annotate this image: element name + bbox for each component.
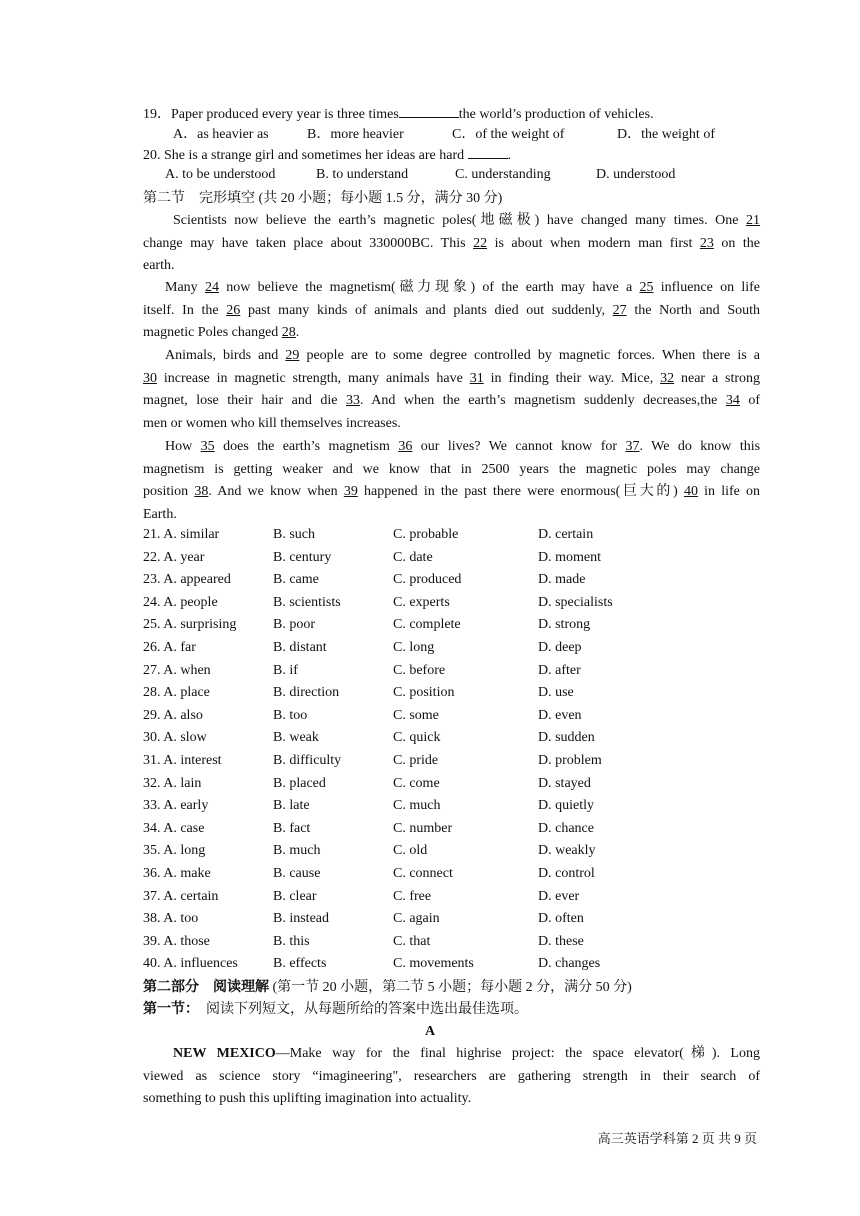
option-b: B. instead bbox=[273, 911, 329, 927]
option-row bbox=[143, 889, 760, 909]
option-b: B. distant bbox=[273, 640, 327, 655]
option-a: 39. A. those bbox=[143, 933, 210, 949]
option-c: C. that bbox=[393, 933, 431, 949]
option-a: 29. A. also bbox=[143, 707, 203, 723]
q19-option-c: C．of the weight of bbox=[452, 127, 565, 142]
option-a: 31. A. interest bbox=[143, 753, 222, 768]
option-a: 35. A. long bbox=[143, 843, 206, 859]
option-b: B. fact bbox=[273, 820, 311, 836]
section-2-title: 第二节 完形填空 (共 20 小题；每小题 1.5 分，满分 30 分) bbox=[143, 191, 503, 206]
option-row bbox=[143, 663, 760, 683]
option-d: D. stayed bbox=[538, 775, 591, 791]
section-1-instructions bbox=[143, 1001, 528, 1019]
q19-stem-part1: 19．Paper produced every year is three times bbox=[143, 107, 399, 122]
option-b: B. scientists bbox=[273, 594, 341, 610]
option-b: B. century bbox=[273, 549, 332, 565]
option-c: C. free bbox=[393, 888, 432, 904]
option-b: B. placed bbox=[273, 775, 326, 791]
option-d: D. often bbox=[538, 911, 584, 927]
passage-a-lead: NEW MEXICO bbox=[173, 1046, 276, 1061]
option-b: B. such bbox=[273, 527, 315, 542]
reading-passage-a: NEW MEXICO—Make way for the final highrise project: the space elevator(梯). Long viewed as science story “imagineering", researchers are gathering strength in their search of something to push this uplifting imagination into actuality. bbox=[143, 1046, 760, 1106]
option-row bbox=[143, 708, 760, 728]
option-d: D. weakly bbox=[538, 843, 596, 859]
option-d: D. quietly bbox=[538, 798, 594, 814]
option-b: B. effects bbox=[273, 956, 327, 972]
option-d: D. these bbox=[538, 933, 584, 949]
option-b: B. poor bbox=[273, 617, 315, 633]
option-d: D. strong bbox=[538, 617, 591, 633]
q19-option-b: B．more heavier bbox=[307, 127, 404, 142]
passage-a-label: A bbox=[424, 1024, 436, 1039]
option-a: 22. A. year bbox=[143, 549, 205, 565]
option-c: C. again bbox=[393, 911, 440, 927]
option-row bbox=[143, 550, 760, 570]
option-b: B. direction bbox=[273, 685, 340, 701]
option-d: D. use bbox=[538, 685, 574, 701]
option-d: D. certain bbox=[538, 527, 594, 542]
option-a: 37. A. certain bbox=[143, 888, 219, 904]
option-a: 38. A. too bbox=[143, 911, 199, 927]
option-row bbox=[143, 753, 760, 773]
q20-option-d: D. understood bbox=[596, 167, 676, 182]
option-c: C. produced bbox=[393, 572, 462, 588]
option-d: D. even bbox=[538, 707, 582, 723]
option-d: D. control bbox=[538, 866, 595, 881]
option-a: 33. A. early bbox=[143, 798, 209, 814]
option-a: 24. A. people bbox=[143, 594, 218, 610]
option-d: D. moment bbox=[538, 549, 601, 565]
option-c: C. date bbox=[393, 549, 433, 565]
option-row bbox=[143, 595, 760, 615]
option-b: B. if bbox=[273, 662, 298, 678]
cloze-paragraph-2: Many 24 now believe the magnetism(磁力现象) of the earth may have a 25 influence on life itself. In the 26 past many kinds of animals and plants died out suddenly, 27 the North and South magnetic Poles changed 28. bbox=[143, 280, 761, 340]
option-d: D. specialists bbox=[538, 594, 613, 610]
option-d: D. chance bbox=[538, 820, 594, 836]
option-c: C. probable bbox=[393, 527, 459, 542]
option-c: C. some bbox=[393, 707, 439, 723]
answer-blank bbox=[399, 104, 459, 118]
q20-option-c: C. understanding bbox=[455, 167, 551, 182]
option-c: C. position bbox=[393, 685, 455, 701]
option-b: B. too bbox=[273, 707, 308, 723]
option-a: 30. A. slow bbox=[143, 730, 207, 746]
option-b: B. this bbox=[273, 933, 310, 949]
option-row bbox=[143, 821, 760, 841]
option-row bbox=[143, 843, 760, 863]
option-b: B. came bbox=[273, 572, 319, 588]
option-row bbox=[143, 911, 760, 931]
cloze-paragraph-4: How 35 does the earth’s magnetism 36 our lives? We cannot know for 37. We do know this magnetism is getting weaker and we know that in 2500 years the magnetic poles may change position 38. And we know when 39 happened in the past there were enormous(巨大的) 40 in life on Earth. bbox=[143, 439, 761, 522]
option-row bbox=[143, 527, 760, 547]
option-row bbox=[143, 640, 760, 660]
option-a: 36. A. make bbox=[143, 866, 211, 881]
option-row bbox=[143, 617, 760, 637]
option-a: 21. A. similar bbox=[143, 527, 220, 542]
question-19-stem bbox=[143, 104, 654, 124]
option-d: D. after bbox=[538, 662, 581, 678]
cloze-paragraph-1: Scientists now believe the earth’s magnetic poles(地磁极) have changed many times. One 21 change may have taken place about 330000BC. This 22 is about when modern man first 23 on the earth. bbox=[143, 213, 761, 273]
q19-stem-part2: the world’s production of vehicles. bbox=[458, 107, 654, 122]
option-b: B. much bbox=[273, 843, 321, 859]
q20-stem-text: 20. She is a strange girl and sometimes her ideas are hard bbox=[143, 148, 465, 163]
option-a: 27. A. when bbox=[143, 662, 211, 678]
option-a: 23. A. appeared bbox=[143, 572, 231, 588]
option-c: C. number bbox=[393, 820, 453, 836]
section-1-text: 阅读下列短文，从每题所给的答案中选出最佳选项。 bbox=[192, 1002, 528, 1017]
question-20-stem: 20. She is a strange girl and sometimes her ideas are hard . bbox=[143, 145, 511, 165]
option-d: D. problem bbox=[538, 753, 602, 768]
option-row bbox=[143, 798, 760, 818]
option-row bbox=[143, 934, 760, 954]
option-row bbox=[143, 685, 760, 705]
option-d: D. ever bbox=[538, 888, 580, 904]
option-d: D. deep bbox=[538, 640, 582, 655]
cloze-paragraph-3: Animals, birds and 29 people are to some degree controlled by magnetic forces. When there is a 30 increase in magnetic strength, many animals have 31 in finding their way. Mice, 32 near a strong magnet, lose their hair and die 33. And when the earth’s magnetism suddenly decreases,the 34 of men or women who kill themselves increases. bbox=[143, 348, 761, 431]
option-c: C. long bbox=[393, 640, 435, 655]
part-2-title-rest: (第一节 20 小题，第二节 5 小题；每小题 2 分，满分 50 分) bbox=[269, 980, 632, 995]
option-c: C. come bbox=[393, 775, 440, 791]
option-row bbox=[143, 866, 760, 886]
option-a: 40. A. influences bbox=[143, 956, 238, 972]
option-a: 32. A. lain bbox=[143, 775, 202, 791]
option-b: B. difficulty bbox=[273, 753, 342, 768]
option-c: C. old bbox=[393, 843, 428, 859]
option-d: D. sudden bbox=[538, 730, 595, 746]
section-1-label: 第一节： bbox=[143, 1002, 192, 1017]
option-c: C. pride bbox=[393, 753, 439, 768]
option-row bbox=[143, 776, 760, 796]
option-c: C. experts bbox=[393, 594, 450, 610]
q20-option-b: B. to understand bbox=[316, 167, 409, 182]
option-b: B. cause bbox=[273, 866, 321, 881]
option-c: C. complete bbox=[393, 617, 461, 633]
q20-option-a: A. to be understood bbox=[165, 167, 276, 182]
option-c: C. before bbox=[393, 662, 446, 678]
option-a: 25. A. surprising bbox=[143, 617, 237, 633]
option-d: D. made bbox=[538, 572, 586, 588]
option-c: C. much bbox=[393, 798, 441, 814]
option-b: B. clear bbox=[273, 888, 317, 904]
answer-blank bbox=[468, 145, 508, 159]
option-row bbox=[143, 730, 760, 750]
option-b: B. late bbox=[273, 798, 310, 814]
part-2-title-bold: 第二部分 阅读理解 bbox=[143, 980, 269, 995]
option-c: C. connect bbox=[393, 866, 453, 881]
option-b: B. weak bbox=[273, 730, 319, 746]
option-c: C. movements bbox=[393, 956, 474, 972]
q19-option-d: D．the weight of bbox=[617, 127, 715, 142]
option-a: 28. A. place bbox=[143, 685, 210, 701]
q19-option-a: A．as heavier as bbox=[173, 127, 269, 142]
option-row bbox=[143, 572, 760, 592]
option-c: C. quick bbox=[393, 730, 441, 746]
part-2-title bbox=[143, 979, 632, 997]
option-d: D. changes bbox=[538, 956, 601, 972]
option-row bbox=[143, 956, 760, 976]
option-a: 26. A. far bbox=[143, 640, 196, 655]
page-footer: 高三英语学科第 2 页 共 9 页 bbox=[597, 1131, 757, 1146]
option-a: 34. A. case bbox=[143, 820, 205, 836]
